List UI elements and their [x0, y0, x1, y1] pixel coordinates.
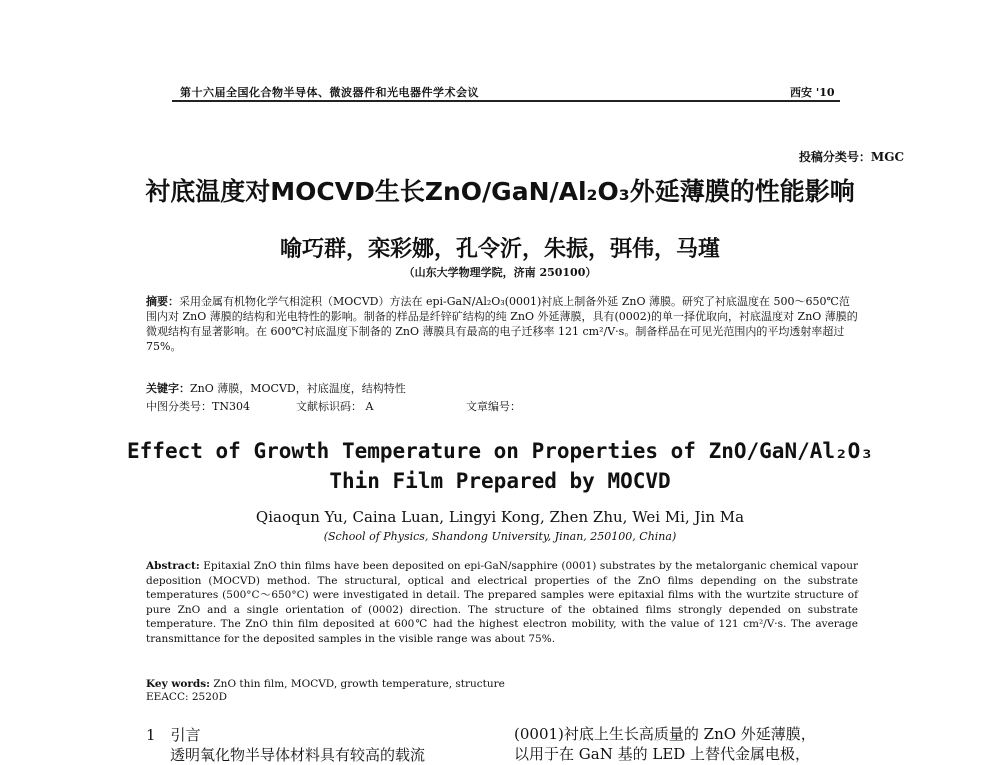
article-number: 文章编号：	[466, 400, 521, 413]
conference-header: 第十六届全国化合物半导体、微波器件和光电器件学术会议	[180, 86, 479, 99]
right-column-text	[514, 724, 874, 764]
eeacc-code: EEACC: 2520D	[146, 691, 227, 703]
chinese-authors: 喻巧群，栾彩娜，孔令沂，朱振，弭伟，马瑾	[279, 236, 720, 262]
conference-location: 西安 '10	[790, 86, 835, 99]
header-rule	[172, 100, 840, 102]
submission-classification: 投稿分类号：MGC	[798, 150, 904, 164]
english-abstract	[146, 559, 858, 646]
clc-number: 中图分类号：TN304	[146, 400, 250, 413]
english-title-line-2: Thin Film Prepared by MOCVD	[329, 469, 671, 493]
chinese-abstract-label: 摘要：	[146, 295, 179, 308]
english-authors: Qiaoqun Yu, Caina Luan, Lingyi Kong, Zhen Zhu, Wei Mi, Jin Ma	[255, 508, 745, 526]
chinese-abstract	[146, 294, 858, 354]
left-column-text: 透明氧化物半导体材料具有较高的载流	[170, 746, 426, 764]
chinese-keywords-text: ZnO 薄膜，MOCVD，衬底温度，结构特性	[190, 382, 406, 395]
english-keywords-text: ZnO thin film, MOCVD, growth temperature, structure	[213, 678, 505, 690]
chinese-keywords	[146, 380, 406, 396]
section-heading-introduction: 1 引言	[146, 726, 201, 744]
english-abstract-text: Epitaxial ZnO thin films have been deposited on epi-GaN/sapphire (0001) substrates by the metalorganic chemical vapour deposition (MOCVD) method. The structural, optical and electrical properties of the ZnO films depending on the substrate temperatures (500°C～650°C) were investigated in detail. The prepared samples were epitaxial films with the wurtzite structure of pure ZnO and a single orientation of (0002) direction. The structure of the obtained films strongly depended on substrate temperature. The ZnO thin film deposited at 600℃ had the highest electron mobility, with the value of 121 cm²/V·s. The average transmittance for the deposited samples in the visible range was about 75%.	[146, 560, 858, 645]
document-code: 文献标识码： A	[296, 400, 374, 413]
english-keywords	[146, 678, 505, 704]
chinese-keywords-label: 关键字：	[146, 382, 190, 395]
classification-row	[146, 398, 858, 414]
english-abstract-label: Abstract:	[146, 560, 200, 572]
english-affiliation: (School of Physics, Shandong University, Jinan, 250100, China)	[323, 530, 677, 543]
right-column-line-2: 以用于在 GaN 基的 LED 上替代金属电极，	[514, 745, 811, 763]
chinese-affiliation: （山东大学物理学院，济南 250100）	[403, 266, 597, 279]
english-title-line-1: Effect of Growth Temperature on Properties of ZnO/GaN/Al₂O₃	[127, 439, 873, 463]
right-column-line-1: (0001)衬底上生长高质量的 ZnO 外延薄膜，	[514, 725, 816, 743]
english-title	[0, 436, 1000, 496]
chinese-title: 衬底温度对MOCVD生长ZnO/GaN/Al₂O₃外延薄膜的性能影响	[145, 177, 855, 206]
chinese-abstract-text: 采用金属有机物化学气相淀积（MOCVD）方法在 epi-GaN/Al₂O₃(0001)衬底上制备外延 ZnO 薄膜。研究了衬底温度在 500～650℃范围内对 ZnO 薄膜的结构和光电特性的影响。制备的样品是纤锌矿结构的纯 ZnO 外延薄膜，具有(0002)的单一择优取向，衬底温度对 ZnO 薄膜的微观结构有显著影响。在 600℃衬底温度下制备的 ZnO 薄膜具有最高的电子迁移率 121 cm²/V·s。制备样品在可见光范围内的平均透射率超过 75%。	[146, 295, 858, 353]
english-keywords-label: Key words:	[146, 678, 211, 690]
